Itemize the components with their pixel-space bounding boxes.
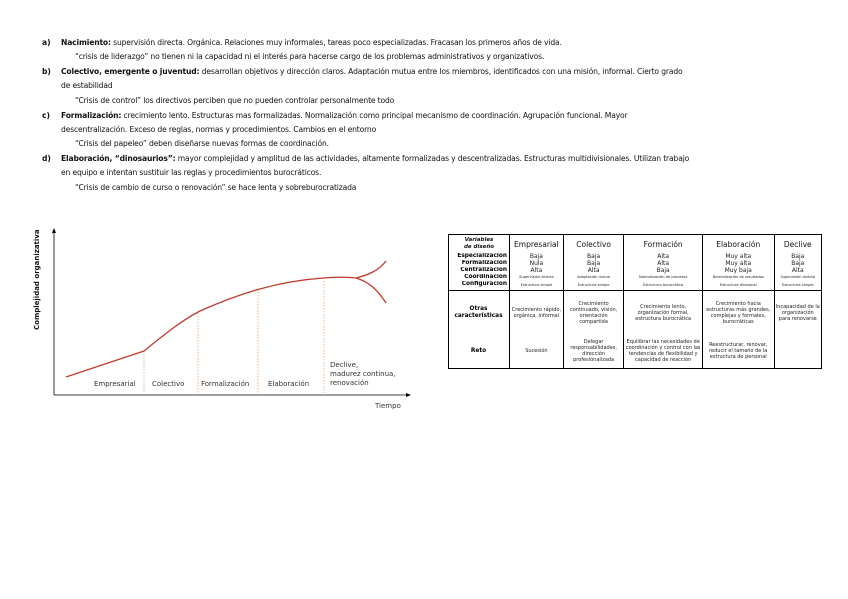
item-c-title: Formalización <box>61 111 119 120</box>
table-cell: Muy baja <box>702 267 774 274</box>
design-variables-table <box>448 234 822 369</box>
table-row <box>449 335 822 369</box>
table-cell: Baja <box>563 260 624 267</box>
item-b-quote: “Crisis de control” los directivos perciben que no pueden controlar personalmente todo <box>75 96 395 105</box>
column-header: Elaboración <box>702 235 774 254</box>
y-axis-arrow <box>52 228 56 233</box>
item-c-text: crecimiento lento. Estructuras mas formalizadas. Normalización como principal mecanismo de coordinación. Agrupación funcional. Mayor <box>121 111 628 120</box>
table-cell: Alta <box>624 253 702 260</box>
table-row <box>449 267 822 274</box>
row-label: Especialización <box>449 253 510 260</box>
curve-branch-up <box>356 261 386 278</box>
row-label: Formalización <box>449 260 510 267</box>
table-row <box>449 281 822 291</box>
item-b-title: Colectivo, emergente o juventud <box>61 67 197 76</box>
table-cell: Normalización de resultados <box>702 274 774 281</box>
item-letter-c: c) <box>42 111 50 120</box>
table-cell: Equilibrar las necesidades de coordinación y control con las tendencias de flexibilidad y capacidad de reacción <box>624 335 702 369</box>
item-a-quote: “crisis de liderazgo” no tienen ni la capacidad ni el interés para hacerse cargo de los problemas administrativos y organizativos. <box>75 52 545 61</box>
item-d-quote: “Crisis de cambio de curso o renovación” se hace lenta y sobreburocratizada <box>75 183 357 192</box>
item-letter-b: b) <box>42 67 51 76</box>
x-axis-arrow <box>406 393 411 397</box>
item-a-title: Nacimiento <box>61 38 109 47</box>
table-cell: Alta <box>510 267 564 274</box>
table-cell: Crecimiento hacia estructuras más grandes, complejas y formales, burocráticas <box>702 291 774 335</box>
table-cell: Crecimiento continuado, visión, orientación compartida <box>563 291 624 335</box>
y-axis-label: Complejidad organizativa <box>33 229 41 330</box>
table-cell: Estructura simple <box>510 281 564 291</box>
table-cell: Baja <box>624 267 702 274</box>
table-cell: Alta <box>774 267 821 274</box>
item-a-line1: Nacimiento: supervisión directa. Orgánica. Relaciones muy informales, tareas poco especializadas. Fracasan los primeros años de vida. <box>61 38 562 47</box>
x-axis-label: Tiempo <box>375 402 401 410</box>
table-cell: Estructura simple <box>774 281 821 291</box>
item-b-text: desarrollan objetivos y dirección claros. Adaptación mutua entre los miembros, identificados con una misión, informal. Cierto grado <box>199 67 683 76</box>
table-header-row <box>449 235 822 254</box>
table-cell <box>774 335 821 369</box>
row-label: Configuración <box>449 281 510 291</box>
table-cell: Alta <box>563 267 624 274</box>
table-cell: Baja <box>774 260 821 267</box>
item-c-line2: descentralización. Exceso de reglas, normas y procedimientos. Cambios en el entorno <box>61 125 377 134</box>
table-cell: Reestructurar, renovar, reducir el tamaño de la estructura de personal <box>702 335 774 369</box>
table-cell: Crecimiento lento, organización formal, estructura burocrática <box>624 291 702 335</box>
table-cell: Supervisión directa <box>774 274 821 281</box>
item-c-line1: Formalización: crecimiento lento. Estructuras mas formalizadas. Normalización como principal mecanismo de coordinación. Agrupación funcional. Mayor <box>61 111 628 120</box>
table-cell: Nula <box>510 260 564 267</box>
column-header: Declive <box>774 235 821 254</box>
table-cell: Baja <box>510 253 564 260</box>
row-label: Centralización <box>449 267 510 274</box>
row-label: Otras características <box>449 291 510 335</box>
item-d-text: mayor complejidad y amplitud de las actividades, altamente formalizadas y descentralizadas. Estructuras multidivisionales. Utilizan trabajo <box>175 154 690 163</box>
column-header: Colectivo <box>563 235 624 254</box>
row-label: Reto <box>449 335 510 369</box>
stage-label: Colectivo <box>152 380 185 388</box>
table-cell: Estructura divisional <box>702 281 774 291</box>
table-cell: Incapacidad de la organización para renovarse <box>774 291 821 335</box>
item-c-quote: “Crisis del papeleo” deben diseñarse nuevas formas de coordinación. <box>75 139 329 148</box>
item-letter-a: a) <box>42 38 51 47</box>
table-cell: Estructura simple <box>563 281 624 291</box>
table-cell: Sucesión <box>510 335 564 369</box>
growth-curve <box>66 277 356 377</box>
item-b-line2: de estabilidad <box>61 81 113 90</box>
item-d-title: Elaboración, “dinosaurios” <box>61 154 173 163</box>
table-cell: Adaptación mutua <box>563 274 624 281</box>
item-d-line2: en equipo e intentan sustituir las reglas y procedimientos burocráticos. <box>61 168 322 177</box>
table-cell: Muy alta <box>702 253 774 260</box>
table-cell: Normalización de procesos <box>624 274 702 281</box>
table-cell: Estructura burocrática <box>624 281 702 291</box>
table-cell: Alta <box>624 260 702 267</box>
row-label: Coordinación <box>449 274 510 281</box>
table-row <box>449 253 822 260</box>
stage-label: Elaboración <box>268 380 310 388</box>
table-cell: Delegar responsabilidades, dirección profesionalizada <box>563 335 624 369</box>
item-d-line1: Elaboración, “dinosaurios”: mayor complejidad y amplitud de las actividades, altamente formalizadas y descentralizadas. Estructuras multidivisionales. Utilizan trabajo <box>61 154 690 163</box>
table-cell: Baja <box>774 253 821 260</box>
declive-label: Declive, madurez continua, renovación <box>330 361 396 387</box>
table-row <box>449 291 822 335</box>
item-b-line1: Colectivo, emergente o juventud: desarrollan objetivos y dirección claros. Adaptación mutua entre los miembros, identificados con una misión, informal. Cierto grado <box>61 67 683 76</box>
curve-branch-down <box>356 278 386 303</box>
item-letter-d: d) <box>42 154 51 163</box>
table-row <box>449 274 822 281</box>
stage-label: Formalización <box>201 380 250 388</box>
column-header: Empresarial <box>510 235 564 254</box>
table-cell: Muy alta <box>702 260 774 267</box>
table-cell: Baja <box>563 253 624 260</box>
column-header: Formación <box>624 235 702 254</box>
stage-label: Empresarial <box>94 380 136 388</box>
item-a-text: supervisión directa. Orgánica. Relaciones muy informales, tareas poco especializadas. Fracasan los primeros años de vida. <box>110 38 562 47</box>
table-corner-header: Variables de diseño <box>449 235 510 254</box>
table-cell: Supervisión directa <box>510 274 564 281</box>
table-cell: Crecimiento rápido, orgánica, informal <box>510 291 564 335</box>
table-row <box>449 260 822 267</box>
